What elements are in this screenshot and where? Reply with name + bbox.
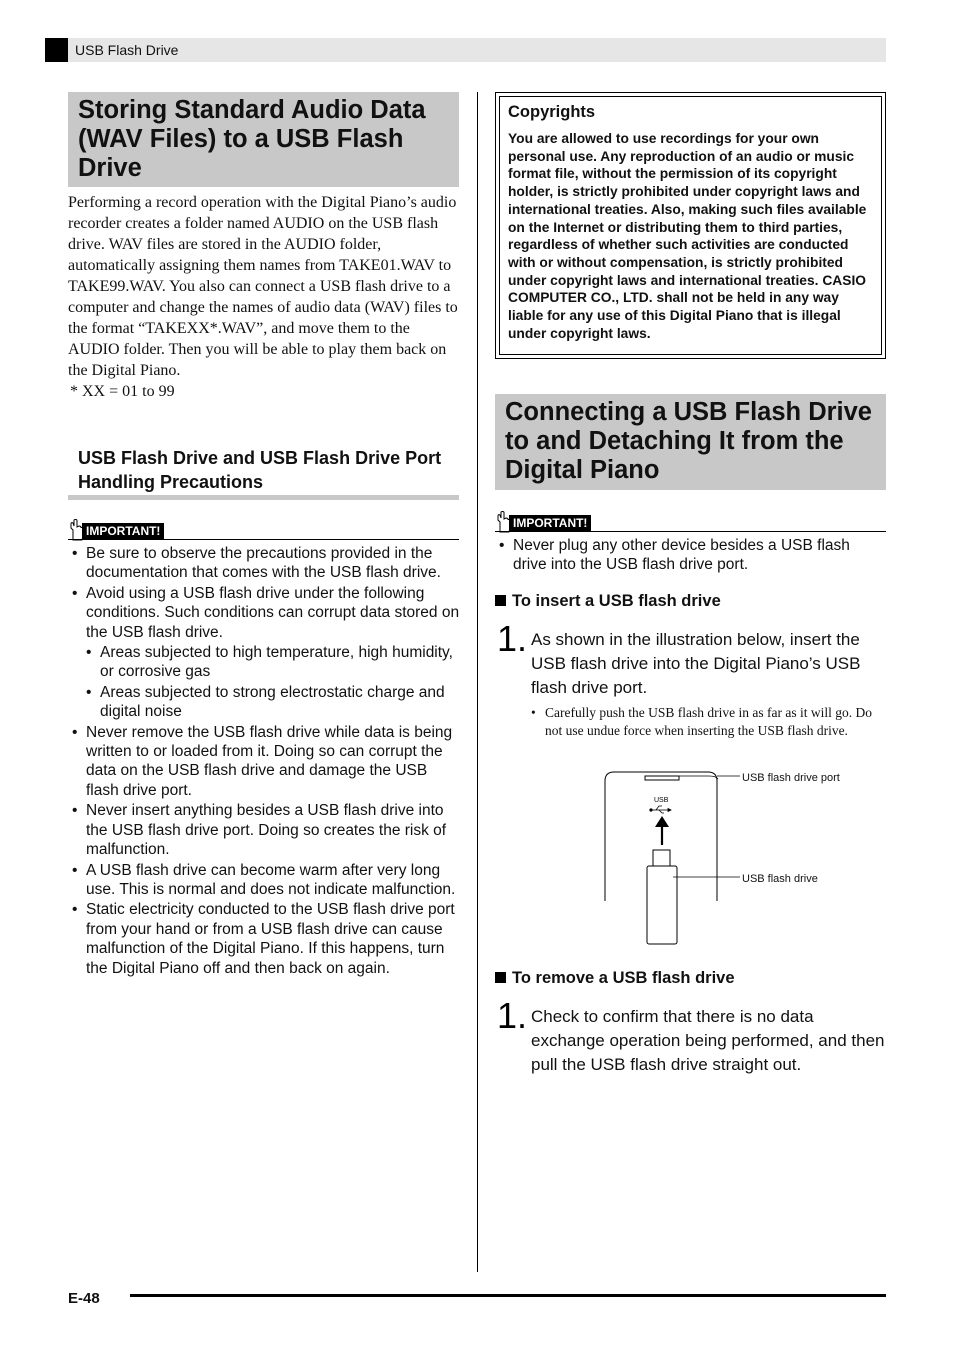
page-number: E-48: [68, 1290, 100, 1307]
column-divider: [477, 92, 478, 1272]
callout-line-port: [679, 776, 718, 779]
copyrights-body: You are allowed to use recordings for your own personal use. Any reproduction of an audio or music format file, without the permission of its copyright holder, is strictly prohibited under copyright laws and international treaties. Also, making such files available on the Internet or distributing them to third parties, regardless of whether such activities are conducted with or without compensation, is strictly prohibited under copyright laws and international treaties. CASIO COMPUTER CO., LTD. shall not be held in any way liable for any use of this Digital Piano that is illegal under copyright laws.: [508, 131, 867, 341]
precautions-list: [68, 544, 460, 979]
remove-heading: [495, 969, 735, 988]
sub-list-item: • Areas subjected to high temperature, high humidity, or corrosive gas: [86, 643, 460, 682]
important-banner: [495, 512, 886, 532]
subsection-title: USB Flash Drive and USB Flash Drive Port Handling Precautions: [78, 448, 442, 492]
square-bullet-icon: [495, 595, 506, 606]
flash-drive-connector: [653, 850, 670, 866]
list-item-text: Avoid using a USB flash drive under the following conditions. Such conditions can corrupt data stored on the USB flash drive.: [86, 584, 460, 641]
remove-step-number: 1.: [497, 995, 528, 1036]
important-badge: IMPORTANT!: [509, 515, 591, 531]
insert-heading-text: To insert a USB flash drive: [512, 592, 721, 610]
list-item: • Static electricity conducted to the USB flash drive port from your hand or from a USB flash drive can cause malfunction of the Digital Piano. If this happens, turn the Digital Piano off and then back on again.: [68, 900, 460, 978]
flash-drive-body: [647, 866, 677, 944]
copyrights-box: [495, 92, 886, 359]
remove-step-text: Check to confirm that there is no data exchange operation being performed, and then pull the USB flash drive straight out.: [531, 1007, 885, 1074]
callout-usb-drive: USB flash drive: [742, 873, 818, 885]
list-item: • Never remove the USB flash drive while data is being written to or loaded from it. Doing so can corrupt the data on the USB flash drive and damage the USB flash drive port.: [68, 723, 460, 801]
connect-precautions-list: [495, 536, 886, 576]
remove-heading-text: To remove a USB flash drive: [512, 969, 735, 987]
list-item: • Never plug any other device besides a USB flash drive into the USB flash drive port.: [495, 536, 886, 575]
insert-step-text: As shown in the illustration below, insert the USB flash drive into the Digital Piano’s USB flash drive port.: [531, 630, 861, 697]
important-badge: IMPORTANT!: [82, 523, 164, 539]
important-rule: [495, 531, 886, 532]
important-rule: [68, 539, 459, 540]
list-item: [68, 584, 460, 722]
footnote: * XX = 01 to 99: [70, 383, 175, 400]
insert-heading: [495, 592, 721, 611]
important-banner: [68, 520, 459, 540]
list-item: • Never insert anything besides a USB flash drive into the USB flash drive port. Doing so creates the risk of malfunction.: [68, 801, 460, 859]
section-title-connecting: Connecting a USB Flash Drive to and Detaching It from the Digital Piano: [495, 394, 886, 490]
copyrights-title: Copyrights: [508, 103, 596, 121]
insert-step-number: 1.: [497, 618, 528, 659]
header-marker: [45, 38, 68, 62]
sub-list-item: • Areas subjected to strong electrostatic charge and digital noise: [86, 683, 460, 722]
insert-arrow-icon: [655, 816, 669, 845]
insert-note: • Carefully push the USB flash drive in as far as it will go. Do not use undue force when inserting the USB flash drive.: [531, 704, 886, 739]
usb-port-slot: [645, 776, 679, 780]
usb-insertion-illustration: [595, 765, 886, 950]
section-title-storing-audio: Storing Standard Audio Data (WAV Files) to a USB Flash Drive: [68, 92, 459, 187]
footer-rule: [130, 1294, 886, 1297]
callout-usb-port: USB flash drive port: [742, 772, 840, 784]
sub-list: [86, 643, 460, 722]
usb-symbol-icon: [650, 806, 671, 813]
list-item: • Be sure to observe the precautions provided in the documentation that comes with the USB flash drive.: [68, 544, 460, 583]
intro-text-block: [68, 192, 460, 402]
subsection-heading: [68, 446, 459, 500]
usb-port-label: USB: [654, 797, 669, 804]
header-section-label: USB Flash Drive: [75, 42, 179, 58]
intro-paragraph: Performing a record operation with the Digital Piano’s audio recorder creates a folder named AUDIO on the USB flash drive. WAV files are stored in the AUDIO folder, automatically assigning them names from TAKE01.WAV to TAKE99.WAV. You also can connect a USB flash drive to a computer and change the names of audio data (WAV) files to the format “TAKEXX*.WAV”, and move them to the AUDIO folder. Then you will be able to play them back on the Digital Piano.: [68, 194, 458, 379]
list-item: • A USB flash drive can become warm after very long use. This is normal and does not indicate malfunction.: [68, 861, 460, 900]
page-header: [45, 38, 886, 62]
square-bullet-icon: [495, 972, 506, 983]
